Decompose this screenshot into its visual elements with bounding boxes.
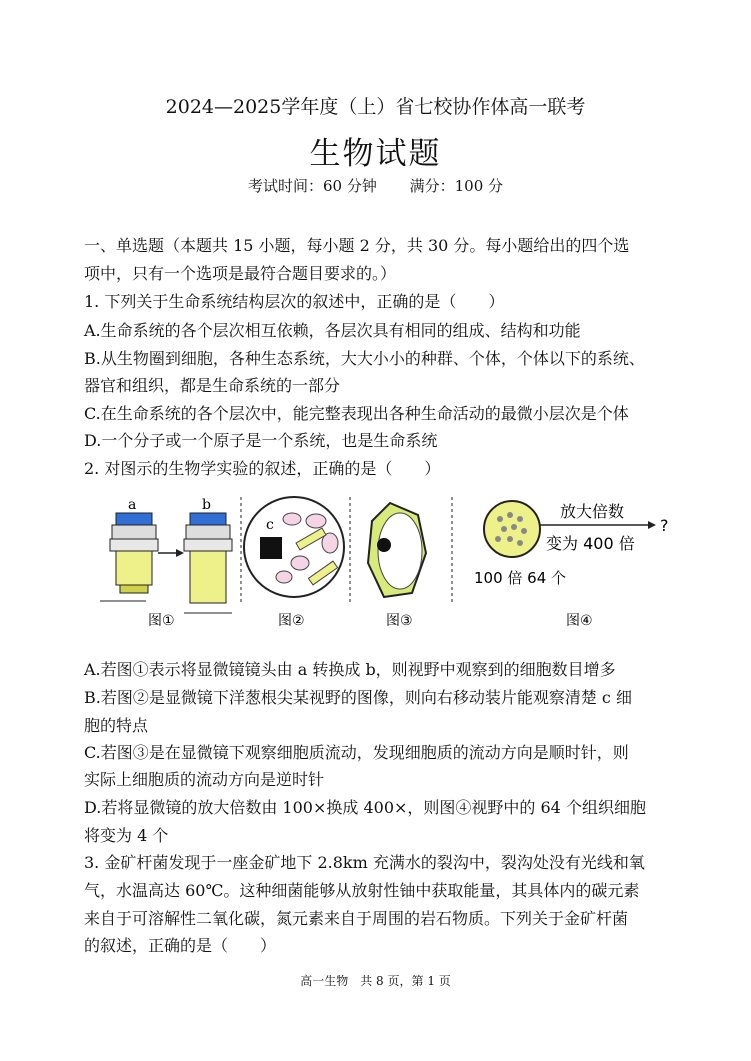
fig3-label: 图③ [386, 613, 413, 628]
cell-count-note: 100 倍 64 个 [474, 569, 567, 587]
section-heading-line1: 一、单选题（本题共 15 小题，每小题 2 分，共 30 分。每小题给出的四个选 [84, 236, 630, 255]
fig1-label: 图① [148, 613, 175, 628]
exam-time: 考试时间：60 分钟 [247, 177, 377, 195]
zoom-note-line2: 变为 400 倍 [546, 534, 635, 553]
exam-info [0, 175, 751, 196]
fig1-lenses [100, 497, 232, 613]
fig4-label: 图④ [566, 613, 593, 628]
q2-option-b-line2: 胞的特点 [84, 716, 149, 735]
q1-option-a: A.生命系统的各个层次相互依赖，各层次具有相同的组成、结构和功能 [84, 321, 581, 340]
q1-option-d: D.一个分子或一个原子是一个系统，也是生命系统 [84, 431, 438, 450]
section-heading-line2: 项中，只有一个选项是最符合题目要求的。） [84, 264, 397, 283]
exam-title: 2024—2025学年度（上）省七校协作体高一联考 [165, 96, 586, 118]
question-mark: ? [660, 516, 669, 535]
lens-b-label: b [202, 497, 211, 513]
fig3-cell [368, 503, 426, 597]
cell-c-label: c [266, 517, 274, 533]
fig2-label: 图② [278, 613, 305, 628]
lens-a-label: a [128, 497, 137, 513]
q2-option-b-line1: B.若图②是显微镜下洋葱根尖某视野的图像，则向右移动装片能观察清楚 c 细 [84, 688, 632, 707]
q1-option-b-line2: 器官和组织，都是生命系统的一部分 [84, 376, 341, 395]
fig2-field [244, 497, 344, 597]
q2-option-d-line2: 将变为 4 个 [84, 826, 169, 845]
q2-figure [100, 493, 680, 628]
q2-option-a: A.若图①表示将显微镜镜头由 a 转换成 b，则视野中观察到的细胞数目增多 [84, 660, 616, 679]
q2-option-d-line1: D.若将显微镜的放大倍数由 100×换成 400×，则图④视野中的 64 个组织细胞 [84, 798, 646, 817]
zoom-note-line1: 放大倍数 [560, 502, 625, 521]
q3-stem-line3: 来自于可溶解性二氧化碳，氮元素来自于周围的岩石物质。下列关于金矿杆菌 [84, 909, 629, 928]
q1-option-c: C.在生命系统的各个层次中，能完整表现出各种生命活动的最微小层次是个体 [84, 404, 629, 423]
subject-title: 生物试题 [309, 136, 442, 172]
q3-stem-line2: 气，水温高达 60℃。这种细菌能够从放射性铀中获取能量，其具体内的碳元素 [84, 881, 640, 900]
q2-stem: 2. 对图示的生物学实验的叙述，正确的是（ ） [84, 459, 441, 478]
fig4-tissue [474, 501, 669, 587]
page-footer: 高一生物 共 8 页，第 1 页 [300, 974, 451, 988]
q3-stem-line1: 3. 金矿杆菌发现于一座金矿地下 2.8km 充满水的裂沟中，裂沟处没有光线和氧 [84, 853, 645, 872]
q1-stem: 1. 下列关于生命系统结构层次的叙述中，正确的是（ ） [84, 292, 505, 311]
exam-score: 满分：100 分 [409, 177, 504, 195]
q3-stem-line4: 的叙述，正确的是（ ） [84, 936, 277, 955]
q2-option-c-line2: 实际上细胞质的流动方向是逆时针 [84, 770, 325, 789]
q2-option-c-line1: C.若图③是在显微镜下观察细胞质流动，发现细胞质的流动方向是顺时针，则 [84, 743, 629, 762]
q1-option-b-line1: B.从生物圈到细胞，各种生态系统，大大小小的种群、个体，个体以下的系统、 [84, 349, 645, 368]
